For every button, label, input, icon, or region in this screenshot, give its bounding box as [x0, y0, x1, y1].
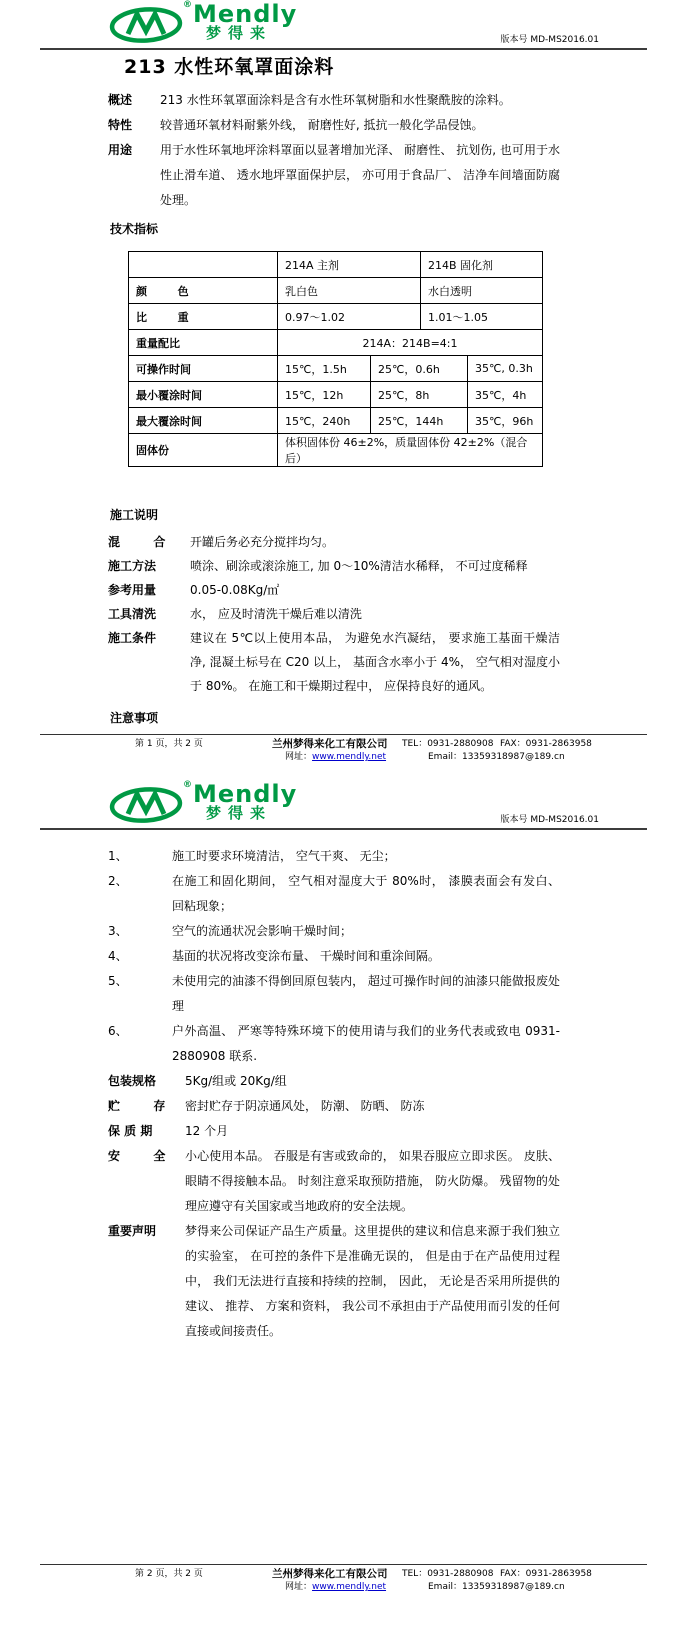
table-row-ratio [129, 330, 543, 356]
item-text: 开罐后务必充分搅拌均匀。 [190, 535, 335, 549]
item-label: 参考用量 [108, 583, 157, 597]
fax: FAX：0931-2863958 [500, 739, 592, 749]
table-cell: 15℃，240h [278, 408, 371, 434]
table-cell: 35℃，96h [468, 408, 543, 434]
page2-header [0, 770, 687, 828]
item-text: 0.05-0.08Kg/㎡ [190, 583, 280, 597]
spec-label: 重要声明 [108, 1224, 157, 1238]
spec-text: 密封贮存于阴凉通风处， 防潮、 防晒、 防冻 [185, 1099, 425, 1113]
paragraph-text: 用于水性环氧地坪涂料罩面以显著增加光泽、 耐磨性、 抗划伤, 也可用于水性止滑车道、 透水地坪罩面保护层， 亦可用于食品厂、 洁净车间墙面防腐处理。 [160, 143, 560, 207]
table-row-label: 最小覆涂时间 [129, 382, 278, 408]
note-text: 在施工和固化期间， 空气相对湿度大于 80%时， 漆膜表面会有发白、 回粘现象； [172, 874, 560, 913]
item-label: 施工条件 [108, 631, 157, 645]
registered-trademark-icon: ® [183, 780, 192, 790]
table-cell-empty [129, 252, 278, 278]
construction-heading: 施工说明 [110, 508, 159, 522]
note-item-6 [108, 1019, 560, 1069]
logo-wordmark: Mendly [193, 780, 298, 808]
notes-heading: 注意事项 [110, 711, 159, 725]
table-row-label: 可操作时间 [129, 356, 278, 382]
usage-paragraph [108, 138, 560, 213]
page1-content [0, 54, 687, 731]
spec-label: 安 全 [108, 1149, 166, 1163]
spec-storage [108, 1094, 560, 1119]
table-cell: 15℃，1.5h [278, 356, 371, 382]
spec-label: 贮 存 [108, 1099, 166, 1113]
table-cell: 1.01～1.05 [421, 304, 543, 330]
website [285, 1581, 386, 1594]
spec-safety [108, 1144, 560, 1219]
item-label: 工具清洗 [108, 607, 157, 621]
mendly-logo [108, 780, 298, 828]
table-row-min-recoat [129, 382, 543, 408]
paragraph-label: 特性 [108, 118, 133, 132]
table-cell: 15℃，12h [278, 382, 371, 408]
tech-specs-heading: 技术指标 [110, 222, 159, 236]
table-row-label: 固体份 [129, 434, 278, 467]
table-cell: 35℃, 0.3h [468, 356, 543, 382]
note-text: 施工时要求环境清洁， 空气干爽、 无尘； [172, 849, 396, 863]
overview-paragraph [108, 88, 560, 113]
spec-text: 12 个月 [185, 1124, 229, 1138]
page-number: 第 2 页，共 2 页 [135, 1569, 203, 1579]
footer-line-2 [40, 751, 647, 764]
construction-item-conditions [108, 626, 560, 698]
paragraph-text: 213 水性环氧罩面涂料是含有水性环氧树脂和水性聚酰胺的涂料。 [160, 93, 511, 107]
note-item-5 [108, 969, 560, 1019]
website-label: 网址： [285, 752, 313, 762]
paragraph-text: 较普通环氧材料耐紫外线， 耐磨性好, 抵抗一般化学品侵蚀。 [160, 118, 484, 132]
note-text: 户外高温、 严寒等特殊环境下的使用请与我们的业务代表或致电 0931-2880908 联系. [172, 1024, 560, 1063]
logo-chinese-name: 梦得来 [206, 24, 273, 42]
table-row-label: 比 重 [129, 304, 278, 330]
table-row-pot-life [129, 356, 543, 382]
table-row-max-recoat [129, 408, 543, 434]
table-row-label: 重量配比 [129, 330, 278, 356]
note-number: 2、 [108, 874, 128, 888]
notes-list [108, 844, 560, 1069]
table-row-gravity [129, 304, 543, 330]
telephone: TEL：0931-2880908 [402, 739, 494, 749]
footer-line-2 [40, 1581, 647, 1594]
mendly-logo [108, 0, 298, 48]
mendly-ellipse-m-icon [108, 784, 186, 824]
table-row-header [129, 252, 543, 278]
note-number: 3、 [108, 924, 128, 938]
table-cell: 25℃，0.6h [371, 356, 468, 382]
table-cell-component-b: 214B 固化剂 [421, 252, 543, 278]
item-text: 喷涂、刷涂或滚涂施工, 加 0～10%清洁水稀释， 不可过度稀释 [190, 559, 528, 573]
page-1 [0, 0, 687, 770]
note-text: 基面的状况将改变涂布量、 干燥时间和重涂间隔。 [172, 949, 440, 963]
note-number: 4、 [108, 949, 128, 963]
spec-text: 梦得来公司保证产品生产质量。这里提供的建议和信息来源于我们独立的实验室， 在可控的条件下是准确无误的， 但是由于在产品使用过程中， 我们无法进行直接和持续的控制， 因此， 无论是否采用所提供的建议、 推荐、 方案和资料， 我公司不承担由于产品使用而引发的任何直接或间接责任。 [185, 1224, 560, 1338]
table-row-label: 最大覆涂时间 [129, 408, 278, 434]
note-number: 6、 [108, 1024, 128, 1038]
page2-content [0, 844, 687, 1344]
footer-divider [40, 734, 647, 735]
item-label: 混 合 [108, 535, 166, 549]
note-number: 1、 [108, 849, 128, 863]
page1-header [0, 0, 687, 48]
table-cell: 体积固体份 46±2%，质量固体份 42±2%（混合后） [278, 434, 543, 467]
logo-text [193, 0, 298, 42]
page-2 [0, 770, 687, 1638]
page-title: 213 水性环氧罩面涂料 [124, 56, 335, 78]
table-cell-component-a: 214A 主剂 [278, 252, 421, 278]
spec-text: 5Kg/组或 20Kg/组 [185, 1074, 287, 1088]
construction-item-mixing [108, 530, 560, 554]
note-number: 5、 [108, 974, 128, 988]
paragraph-label: 用途 [108, 143, 133, 157]
registered-trademark-icon: ® [183, 0, 192, 10]
fax: FAX：0931-2863958 [500, 1569, 592, 1579]
footer-divider [40, 1564, 647, 1565]
note-item-1 [108, 844, 560, 869]
note-item-2 [108, 869, 560, 919]
header-divider [40, 828, 647, 830]
table-cell: 25℃，144h [371, 408, 468, 434]
item-text: 水， 应及时清洗干燥后难以清洗 [190, 607, 362, 621]
telephone: TEL：0931-2880908 [402, 1569, 494, 1579]
spec-label: 保 质 期 [108, 1124, 153, 1138]
page1-footer [40, 734, 647, 764]
table-cell: 水白透明 [421, 278, 543, 304]
note-item-4 [108, 944, 560, 969]
logo-chinese-name: 梦得来 [206, 804, 273, 822]
table-row-label: 颜 色 [129, 278, 278, 304]
mendly-logo-mark [108, 0, 192, 48]
note-item-3 [108, 919, 560, 944]
spec-packaging [108, 1069, 560, 1094]
tech-specs-table [128, 251, 543, 467]
table-cell: 25℃，8h [371, 382, 468, 408]
logo-wordmark: Mendly [193, 0, 298, 28]
company-name: 兰州梦得来化工有限公司 [272, 1568, 388, 1580]
website [285, 751, 386, 764]
spec-label: 包装规格 [108, 1074, 157, 1088]
page-number: 第 1 页，共 2 页 [135, 739, 203, 749]
paragraph-label: 概述 [108, 93, 133, 107]
spec-shelf-life [108, 1119, 560, 1144]
item-text: 建议在 5℃以上使用本品， 为避免水汽凝结， 要求施工基面干燥洁净, 混凝土标号在 C20 以上， 基面含水率小于 4%， 空气相对湿度小于 80%。 在施工和干燥期过程中， 应保持良好的通风。 [190, 631, 560, 693]
mendly-logo-mark [108, 780, 192, 828]
table-cell: 乳白色 [278, 278, 421, 304]
header-divider [40, 48, 647, 50]
email: Email：13359318987@189.cn [428, 752, 565, 762]
table-row-color [129, 278, 543, 304]
company-name: 兰州梦得来化工有限公司 [272, 738, 388, 750]
table-row-solids [129, 434, 543, 467]
mendly-ellipse-m-icon [108, 4, 186, 44]
table-cell: 214A：214B=4:1 [278, 330, 543, 356]
footer-line-1 [40, 1568, 647, 1581]
item-label: 施工方法 [108, 559, 157, 573]
table-cell: 35℃，4h [468, 382, 543, 408]
construction-list [108, 530, 560, 698]
page2-footer [40, 1564, 647, 1594]
logo-text [193, 780, 298, 822]
spec-disclaimer [108, 1219, 560, 1344]
website-label: 网址： [285, 1582, 313, 1592]
website-link[interactable]: www.mendly.net [312, 1582, 387, 1592]
note-text: 未使用完的油漆不得倒回原包装内， 超过可操作时间的油漆只能做报废处理 [172, 974, 560, 1013]
construction-item-cleaning [108, 602, 560, 626]
construction-item-coverage [108, 578, 560, 602]
table-cell: 0.97～1.02 [278, 304, 421, 330]
footer-line-1 [40, 738, 647, 751]
email: Email：13359318987@189.cn [428, 1582, 565, 1592]
version-number: 版本号 MD-MS2016.01 [500, 815, 599, 825]
construction-item-method [108, 554, 560, 578]
website-link[interactable]: www.mendly.net [312, 752, 387, 762]
features-paragraph [108, 113, 560, 138]
spec-text: 小心使用本品。 吞服是有害或致命的， 如果吞服应立即求医。 皮肤、 眼睛不得接触本品。 时刻注意采取预防措施， 防火防爆。 残留物的处理应遵守有关国家或当地政府的安全法规。 [185, 1149, 560, 1213]
version-number: 版本号 MD-MS2016.01 [500, 35, 599, 45]
note-text: 空气的流通状况会影响干燥时间； [172, 924, 353, 938]
